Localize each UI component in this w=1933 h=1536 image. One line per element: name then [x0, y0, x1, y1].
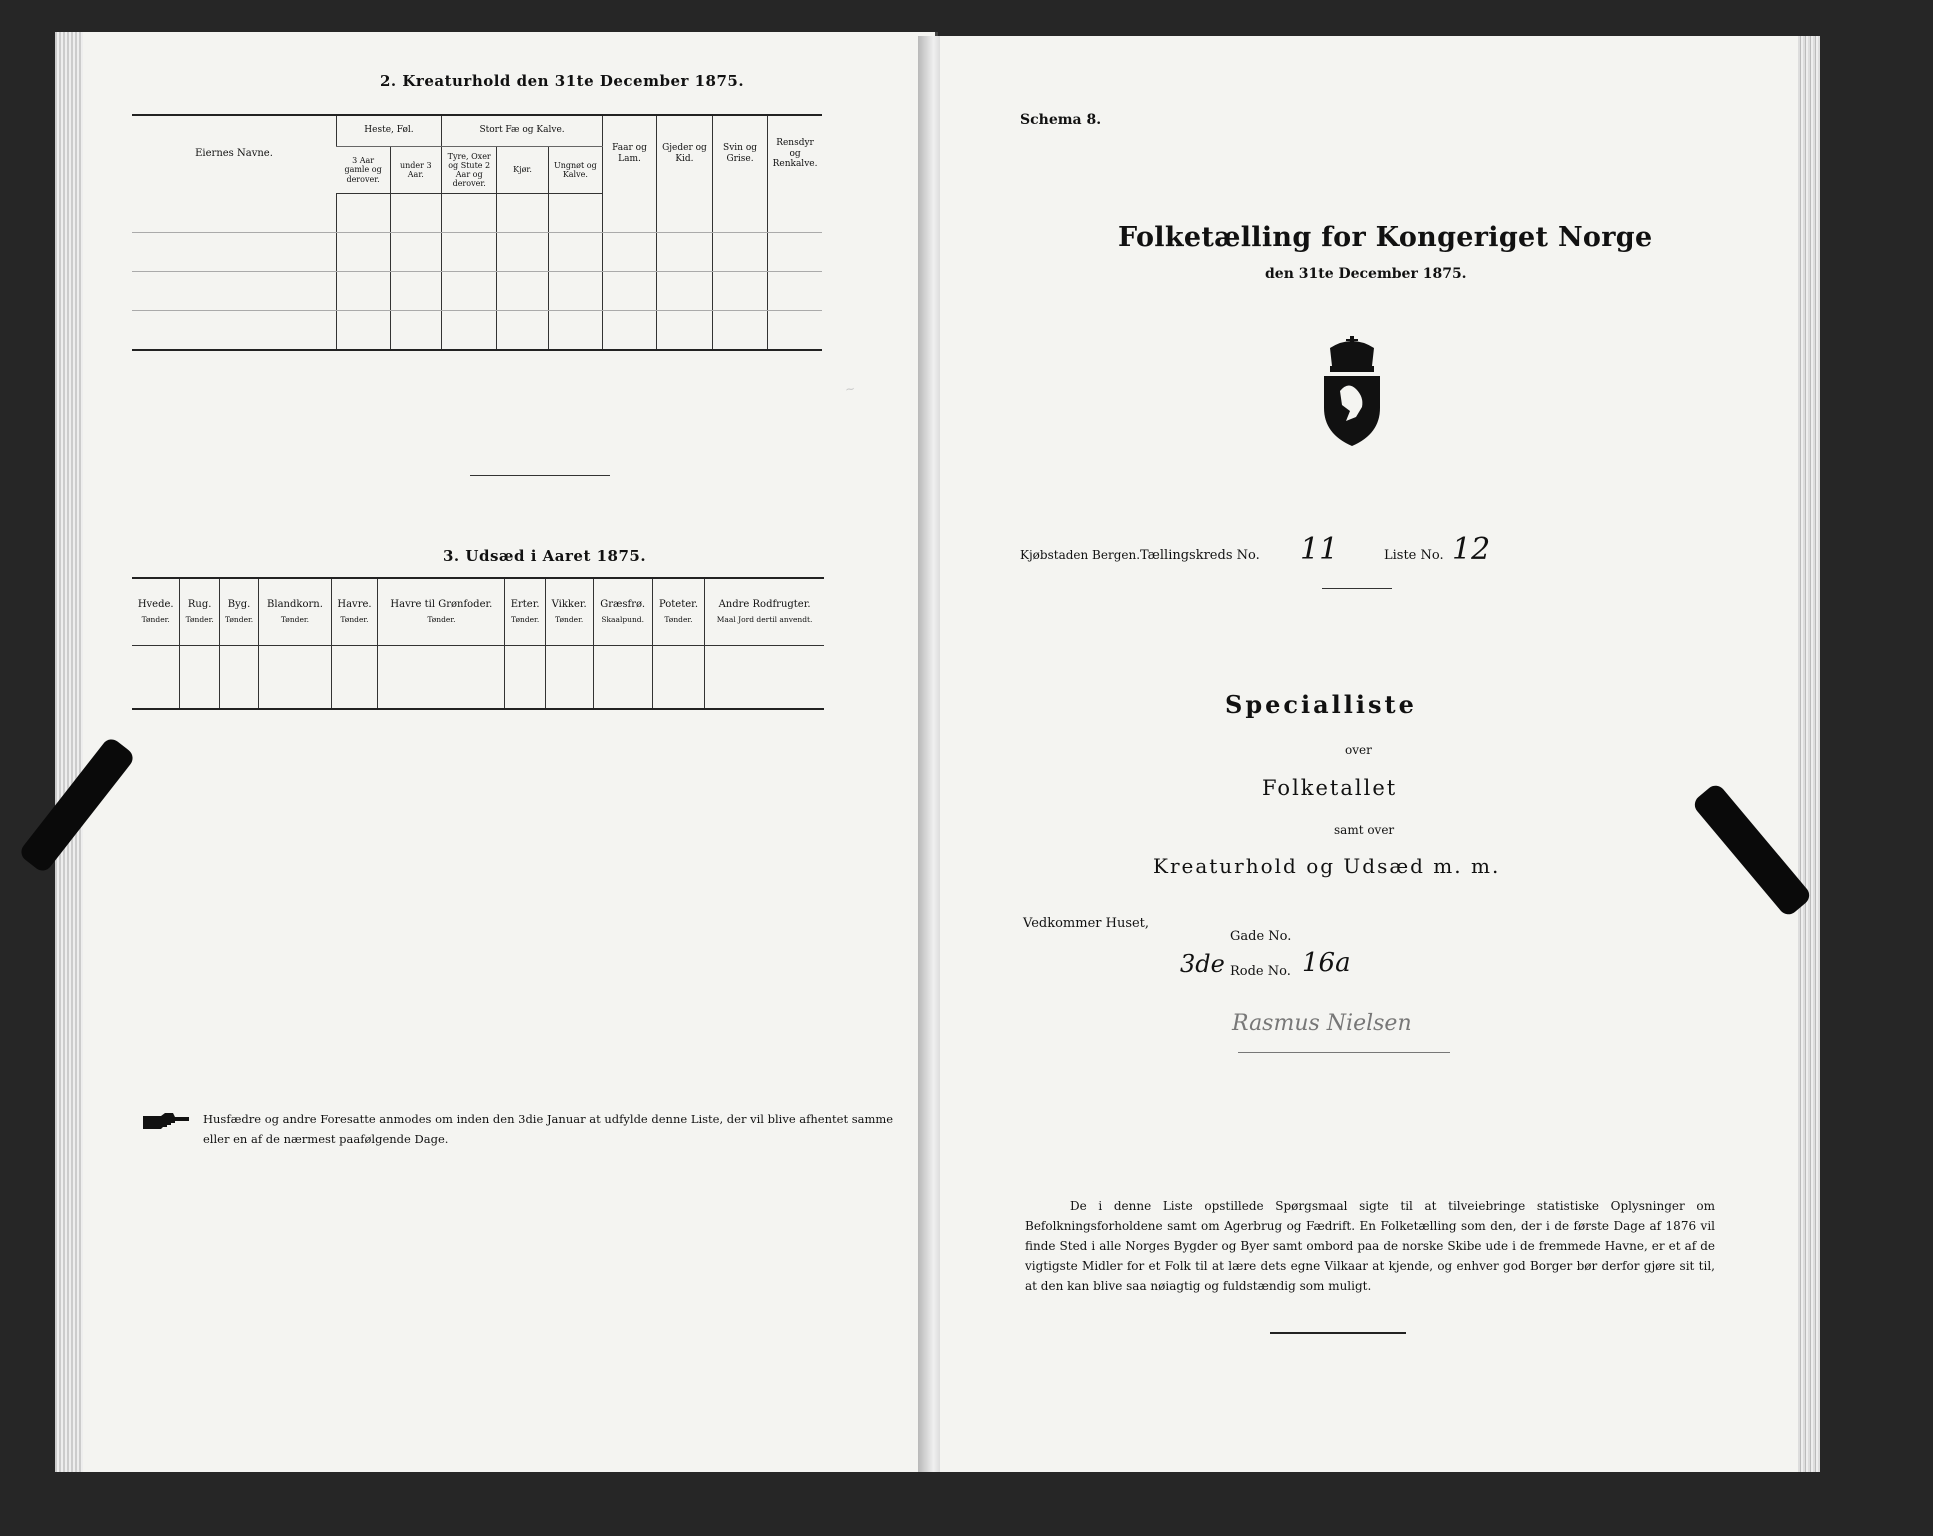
- seed-col-name: Poteter.: [658, 598, 699, 610]
- liste-number-handwritten: 12: [1452, 532, 1491, 567]
- seed-col-unit: Tønder.: [141, 615, 170, 625]
- seed-cell[interactable]: [259, 646, 331, 710]
- kreds-label: Tællingskreds No.: [1140, 548, 1260, 563]
- closing-rule: [1270, 1332, 1406, 1334]
- seed-col-name: Græsfrø.: [600, 598, 646, 610]
- seed-col-name: Rug.: [187, 598, 212, 610]
- seed-col-unit: Tønder.: [185, 615, 214, 625]
- signature-rule: [1238, 1052, 1450, 1053]
- seed-table: [132, 579, 824, 710]
- seed-cell[interactable]: [545, 646, 593, 710]
- specialliste-title: Specialliste: [1225, 690, 1417, 719]
- seed-col-header: [505, 579, 545, 646]
- town-label: Kjøbstaden Bergen.: [1020, 548, 1141, 562]
- pointing-hand-icon: [143, 1112, 189, 1130]
- bulls-header: Tyre, Oxer og Stute 2 Aar og derover.: [441, 147, 497, 194]
- cows-header: Kjør.: [497, 147, 548, 194]
- seed-header-row: [132, 579, 824, 646]
- seed-col-unit: Tønder.: [511, 615, 540, 625]
- seed-col-name: Havre.: [337, 598, 372, 610]
- explanatory-paragraph: De i denne Liste opstillede Spørgsmaal sigte til at tilveiebringe statistiske Oplysninger om Befolkningsforholdene samt om Agerbrug og Fædrift. En Folketælling som den, der i de første Dage af 1876 vil finde Sted i alle Norges Bygder og Byer samt ombord paa de norske Skibe ude i de fremmede Havne, er et af de vigtigste Midler for et Folk til at lære dets egne Vilkaar at kjende, og enhver god Borger bør derfor gjøre sit til, at den kan blive saa nøiagtig og fuldstændig som muligt.: [1025, 1199, 1715, 1293]
- seed-col-header: [132, 579, 180, 646]
- horses-group-header: Heste, Føl.: [337, 114, 442, 147]
- census-title: Folketælling for Kongeriget Norge: [1118, 222, 1653, 253]
- seed-cell[interactable]: [180, 646, 219, 710]
- folketallet-text: Folketallet: [1262, 776, 1398, 800]
- schema-label: Schema 8.: [1020, 112, 1102, 128]
- seed-col-unit: Tønder.: [280, 615, 310, 625]
- kreds-number-handwritten: 11: [1300, 532, 1339, 567]
- house-label: Vedkommer Huset,: [1023, 916, 1150, 931]
- seed-col-unit: Tønder.: [225, 615, 254, 625]
- short-rule-1: [1322, 588, 1392, 589]
- seed-col-unit: Maal Jord dertil anvendt.: [716, 615, 813, 625]
- livestock-top-rule: [132, 114, 822, 116]
- seed-col-header: [331, 579, 378, 646]
- kreaturhold-line: Kreaturhold og Udsæd m. m.: [1153, 854, 1501, 878]
- samt-over-text: samt over: [1334, 823, 1395, 837]
- seed-col-unit: Skaalpund.: [601, 615, 644, 625]
- horses-3yr-header: 3 Aar gamle og derover.: [337, 147, 391, 194]
- seed-col-unit: Tønder.: [555, 615, 584, 625]
- instruction-note: Husfædre og andre Foresatte anmodes om inden den 3die Januar at udfylde denne Liste, der vil blive afhentet samme eller en af de nærmest paafølgende Dage.: [203, 1112, 894, 1146]
- bleed-through-mark: ~: [844, 381, 856, 397]
- seed-col-header: [705, 579, 824, 646]
- cattle-group-header: Stort Fæ og Kalve.: [441, 114, 602, 147]
- seed-col-name: Byg.: [227, 598, 251, 610]
- sheep-header: Faar og Lam.: [603, 114, 657, 194]
- seed-col-header: [219, 579, 258, 646]
- livestock-table: [132, 114, 822, 351]
- seed-col-unit: Tønder.: [427, 615, 456, 625]
- reindeer-header: Rensdyr og Renkalve.: [768, 114, 822, 194]
- census-date: den 31te December 1875.: [1265, 266, 1467, 282]
- seed-cell[interactable]: [593, 646, 652, 710]
- seed-col-header: [378, 579, 505, 646]
- seed-cell[interactable]: [378, 646, 505, 710]
- seed-col-header: [545, 579, 593, 646]
- rode-number-handwritten: 16a: [1302, 948, 1351, 978]
- seed-data-row: [132, 646, 824, 710]
- pigs-header: Svin og Grise.: [713, 114, 768, 194]
- goats-header: Gjeder og Kid.: [656, 114, 712, 194]
- seed-heading: 3. Udsæd i Aaret 1875.: [443, 547, 647, 565]
- seed-cell[interactable]: [652, 646, 704, 710]
- seed-cell[interactable]: [132, 646, 180, 710]
- seed-col-unit: Tønder.: [340, 615, 369, 625]
- seed-col-header: [593, 579, 652, 646]
- calves-header: Ungnøt og Kalve.: [548, 147, 603, 194]
- section-divider: [470, 475, 610, 476]
- seed-cell[interactable]: [505, 646, 545, 710]
- seed-col-name: Hvede.: [137, 598, 174, 610]
- seed-col-header: [652, 579, 704, 646]
- seed-col-name: Erter.: [510, 598, 540, 610]
- seed-col-unit: Tønder.: [664, 615, 693, 625]
- liste-label: Liste No.: [1384, 548, 1444, 563]
- coat-of-arms-icon: [1320, 336, 1384, 446]
- owner-signature: Rasmus Nielsen: [1232, 1011, 1412, 1036]
- rode-prefix-handwritten: 3de: [1180, 950, 1225, 978]
- seed-col-name: Vikker.: [551, 598, 587, 610]
- owner-name-header: Eiernes Navne.: [195, 148, 273, 159]
- over-text: over: [1345, 743, 1372, 757]
- seed-cell[interactable]: [705, 646, 824, 710]
- seed-cell[interactable]: [331, 646, 378, 710]
- left-page: [55, 32, 938, 1472]
- seed-col-header: [259, 579, 331, 646]
- right-page: [940, 36, 1820, 1472]
- livestock-heading: 2. Kreaturhold den 31te December 1875.: [380, 72, 745, 90]
- rode-label: Rode No.: [1230, 964, 1291, 979]
- seed-col-name: Havre til Grønfoder.: [390, 598, 493, 610]
- seed-col-name: Blandkorn.: [267, 598, 323, 610]
- horses-under3-header: under 3 Aar.: [390, 147, 441, 194]
- gade-label: Gade No.: [1230, 929, 1292, 944]
- seed-col-name: Andre Rodfrugter.: [718, 598, 811, 610]
- seed-cell[interactable]: [219, 646, 258, 710]
- seed-col-header: [180, 579, 219, 646]
